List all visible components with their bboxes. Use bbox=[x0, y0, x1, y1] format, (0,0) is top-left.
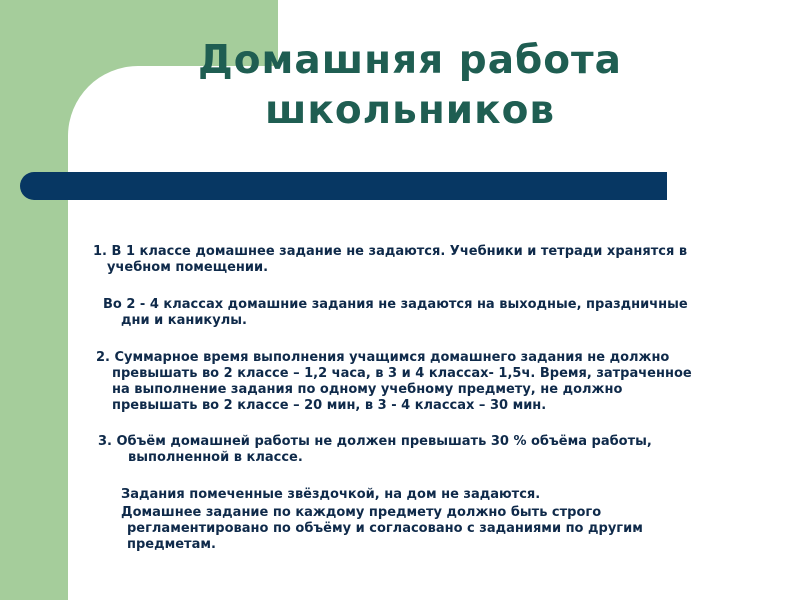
paragraph-3-line-2: превышать во 2 классе – 1,2 часа, в 3 и 4 классах- 1,5ч. Время, затраченное bbox=[112, 366, 692, 381]
paragraph-5-line-1: Задания помеченные звёздочкой, на дом не задаются. bbox=[121, 487, 541, 502]
paragraph-6-line-1: Домашнее задание по каждому предмету должно быть строго bbox=[121, 505, 602, 520]
paragraph-3-line-1: 2. Суммарное время выполнения учащимся домашнего задания не должно bbox=[96, 350, 670, 365]
paragraph-1-line-2: учебном помещении. bbox=[107, 260, 269, 275]
title-line-1: Домашняя работа bbox=[198, 38, 622, 83]
paragraph-6-line-3: предметам. bbox=[127, 537, 216, 552]
paragraph-6 bbox=[121, 505, 643, 553]
divider-bar bbox=[20, 172, 667, 200]
title-line-2: школьников bbox=[264, 88, 556, 133]
slide-title bbox=[130, 36, 690, 136]
paragraph-4-line-1: 3. Объём домашней работы не должен превышать 30 % объёма работы, bbox=[98, 434, 652, 449]
paragraph-2-line-2: дни и каникулы. bbox=[121, 313, 247, 328]
paragraph-1-line-1: 1. В 1 классе домашнее задание не задаются. Учебники и тетради хранятся в bbox=[93, 244, 688, 259]
paragraph-1 bbox=[93, 244, 687, 276]
paragraph-4-line-2: выполненной в классе. bbox=[128, 450, 303, 465]
paragraph-3-line-4: превышать во 2 классе – 20 мин, в 3 - 4 классах – 30 мин. bbox=[112, 398, 547, 413]
paragraph-2 bbox=[103, 297, 688, 329]
paragraph-3-line-3: на выполнение задания по одному учебному предмету, не должно bbox=[112, 382, 623, 397]
paragraph-2-line-1: Во 2 - 4 классах домашние задания не задаются на выходные, праздничные bbox=[103, 297, 688, 312]
paragraph-4 bbox=[98, 434, 652, 466]
paragraph-3 bbox=[96, 350, 692, 414]
paragraph-5 bbox=[121, 487, 540, 503]
paragraph-6-line-2: регламентировано по объёму и согласовано с заданиями по другим bbox=[127, 521, 643, 536]
